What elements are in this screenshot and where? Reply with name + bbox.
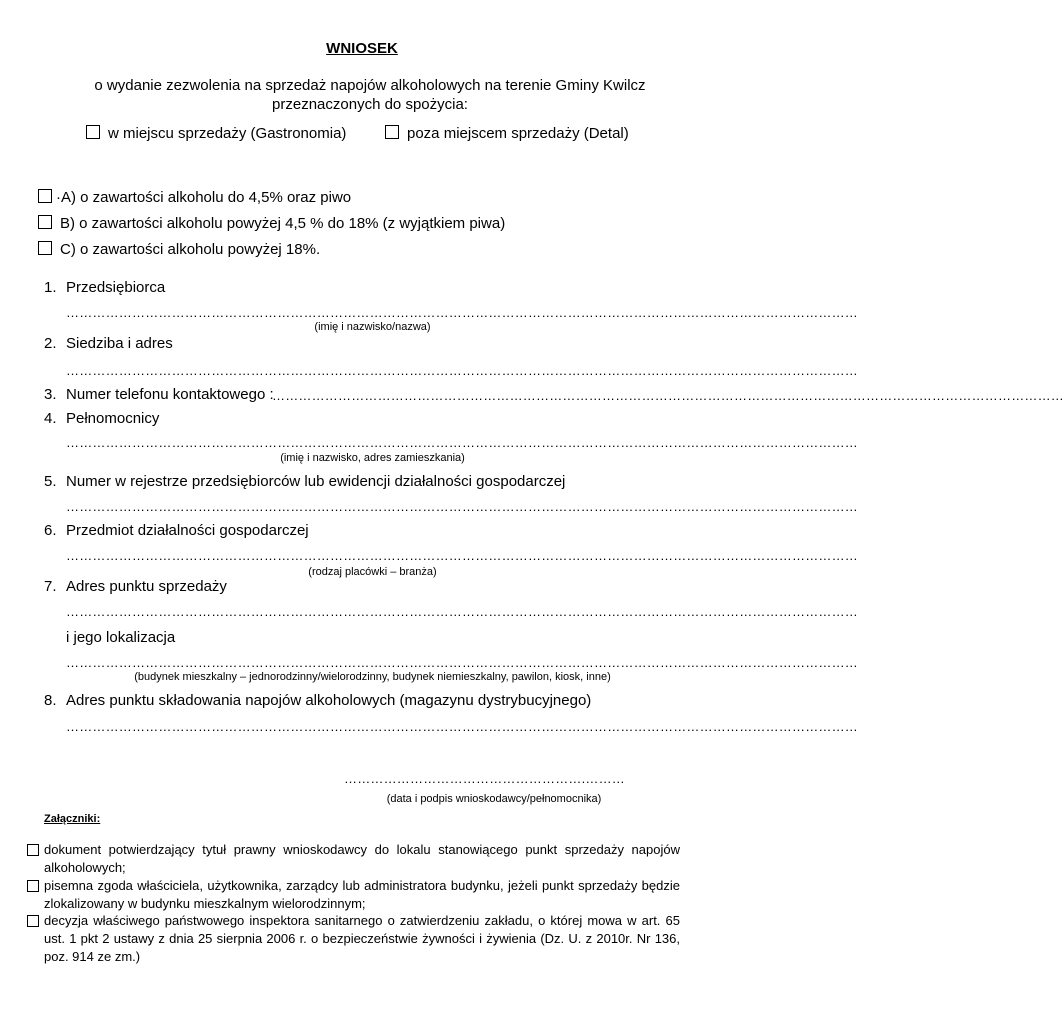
option-detal-label: poza miejscem sprzedaży (Detal) bbox=[407, 125, 629, 142]
field-proxies-label bbox=[44, 410, 159, 427]
field-label-text: Przedmiot działalności gospodarczej bbox=[66, 522, 309, 539]
field-address-line[interactable]: ……………………………………………………………………………………………………………………………………………………………… bbox=[66, 363, 858, 378]
field-label-text: Numer w rejestrze przedsiębiorców lub ewidencji działalności gospodarczej bbox=[66, 473, 566, 490]
category-b-label: B) o zawartości alkoholu powyżej 4,5 % do 18% (z wyjątkiem piwa) bbox=[60, 215, 506, 232]
option-gastronomia[interactable] bbox=[86, 125, 346, 142]
field-proxies-caption: (imię i nazwisko, adres zamieszkania) bbox=[280, 452, 465, 464]
field-label-text: Adres punktu składowania napojów alkoholowych (magazynu dystrybucyjnego) bbox=[66, 692, 592, 709]
field-warehouse-label bbox=[44, 692, 591, 709]
option-detal[interactable] bbox=[385, 125, 629, 142]
checkbox-detal[interactable] bbox=[385, 125, 399, 139]
category-c-label: C) o zawartości alkoholu powyżej 18%. bbox=[60, 241, 321, 258]
field-location-caption: (budynek mieszkalny – jednorodzinny/wielorodzinny, budynek niemieszkalny, pawilon, kiosk, inne) bbox=[134, 671, 611, 683]
field-proxies-line[interactable]: ……………………………………………………………………………………………………………………………………………………………… bbox=[66, 435, 858, 450]
attachment-text-1: dokument potwierdzający tytuł prawny wnioskodawcy do lokalu stanowiącego punkt sprzedaży napojów alkoholowych; bbox=[44, 842, 680, 875]
field-phone-line[interactable]: ……………………………………………………………………………………………………………………………………………………………… bbox=[272, 388, 1064, 403]
signature-line[interactable]: ……………………………………………….……… bbox=[344, 771, 626, 786]
field-number: 6. bbox=[44, 522, 57, 539]
field-sale-point-line[interactable]: ……………………………………………………………………………………………………………………………………………………………… bbox=[66, 604, 858, 619]
attachment-checkbox-3[interactable] bbox=[27, 915, 39, 927]
field-label-text: Numer telefonu kontaktowego : bbox=[66, 386, 274, 403]
category-c[interactable] bbox=[38, 241, 320, 258]
attachment-text-3: decyzja właściwego państwowego inspektora sanitarnego o zatwierdzeniu zakładu, o której mowa w art. 65 ust. 1 pkt 2 ustawy z dnia 25 sierpnia 2006 r. o bezpieczeństwie żywności i żywienia (Dz. U. z 2010r. Nr 136, poz. 914 ze zm.) bbox=[44, 913, 680, 964]
signature-caption: (data i podpis wnioskodawcy/pełnomocnika) bbox=[386, 793, 602, 805]
attachment-checkbox-2[interactable] bbox=[27, 880, 39, 892]
field-sale-point-label bbox=[44, 578, 227, 595]
attachment-checkbox-1[interactable] bbox=[27, 844, 39, 856]
option-gastronomia-label: w miejscu sprzedaży (Gastronomia) bbox=[108, 125, 347, 142]
attachment-item-1[interactable] bbox=[44, 841, 680, 877]
field-number: 7. bbox=[44, 578, 57, 595]
field-business-caption: (rodzaj placówki – branża) bbox=[308, 566, 437, 578]
field-entrepreneur-caption: (imię i nazwisko/nazwa) bbox=[314, 321, 431, 333]
field-registry-line[interactable]: ……………………………………………………………………………………………………………………………………………………………… bbox=[66, 499, 858, 514]
form-title: WNIOSEK bbox=[326, 40, 398, 57]
field-number: 1. bbox=[44, 279, 57, 296]
field-location-line[interactable]: ……………………………………………………………………………………………………………………………………………………………… bbox=[66, 655, 858, 670]
field-location-label: i jego lokalizacja bbox=[66, 629, 176, 646]
subtitle-line-1: o wydanie zezwolenia na sprzedaż napojów alkoholowych na terenie Gminy Kwilcz bbox=[94, 77, 646, 94]
field-warehouse-line[interactable]: ……………………………………………………………………………………………………………………………………………………………… bbox=[66, 719, 858, 734]
field-number: 4. bbox=[44, 410, 57, 427]
attachments-heading: Załączniki: bbox=[44, 813, 101, 825]
form-subtitle bbox=[60, 76, 680, 114]
checkbox-category-a[interactable] bbox=[38, 189, 52, 203]
field-number: 3. bbox=[44, 386, 57, 403]
checkbox-category-b[interactable] bbox=[38, 215, 52, 229]
field-business-label bbox=[44, 522, 309, 539]
field-entrepreneur-label bbox=[44, 279, 165, 296]
field-number: 8. bbox=[44, 692, 57, 709]
field-number: 5. bbox=[44, 473, 57, 490]
field-number: 2. bbox=[44, 335, 57, 352]
field-address-label bbox=[44, 335, 173, 352]
field-label-text: Adres punktu sprzedaży bbox=[66, 578, 227, 595]
attachment-item-3[interactable] bbox=[44, 912, 680, 966]
category-a-label: ·A) o zawartości alkoholu do 4,5% oraz piwo bbox=[56, 189, 352, 206]
field-business-line[interactable]: ……………………………………………………………………………………………………………………………………………………………… bbox=[66, 548, 858, 563]
field-label-text: Przedsiębiorca bbox=[66, 279, 166, 296]
field-label-text: Siedziba i adres bbox=[66, 335, 173, 352]
checkbox-gastronomia[interactable] bbox=[86, 125, 100, 139]
attachment-item-2[interactable] bbox=[44, 877, 680, 913]
checkbox-category-c[interactable] bbox=[38, 241, 52, 255]
category-a[interactable] bbox=[38, 189, 351, 206]
field-registry-label bbox=[44, 473, 565, 490]
subtitle-line-2: przeznaczonych do spożycia: bbox=[272, 96, 468, 113]
category-b[interactable] bbox=[38, 215, 505, 232]
field-phone-label bbox=[44, 386, 274, 403]
field-label-text: Pełnomocnicy bbox=[66, 410, 160, 427]
attachment-text-2: pisemna zgoda właściciela, użytkownika, zarządcy lub administratora budynku, jeżeli punkt sprzedaży będzie zlokalizowany w budynku mieszkalnym wielorodzinnym; bbox=[44, 878, 680, 911]
field-entrepreneur-line[interactable]: ……………………………………………………………………………………………………………………………………………………………… bbox=[66, 305, 858, 320]
